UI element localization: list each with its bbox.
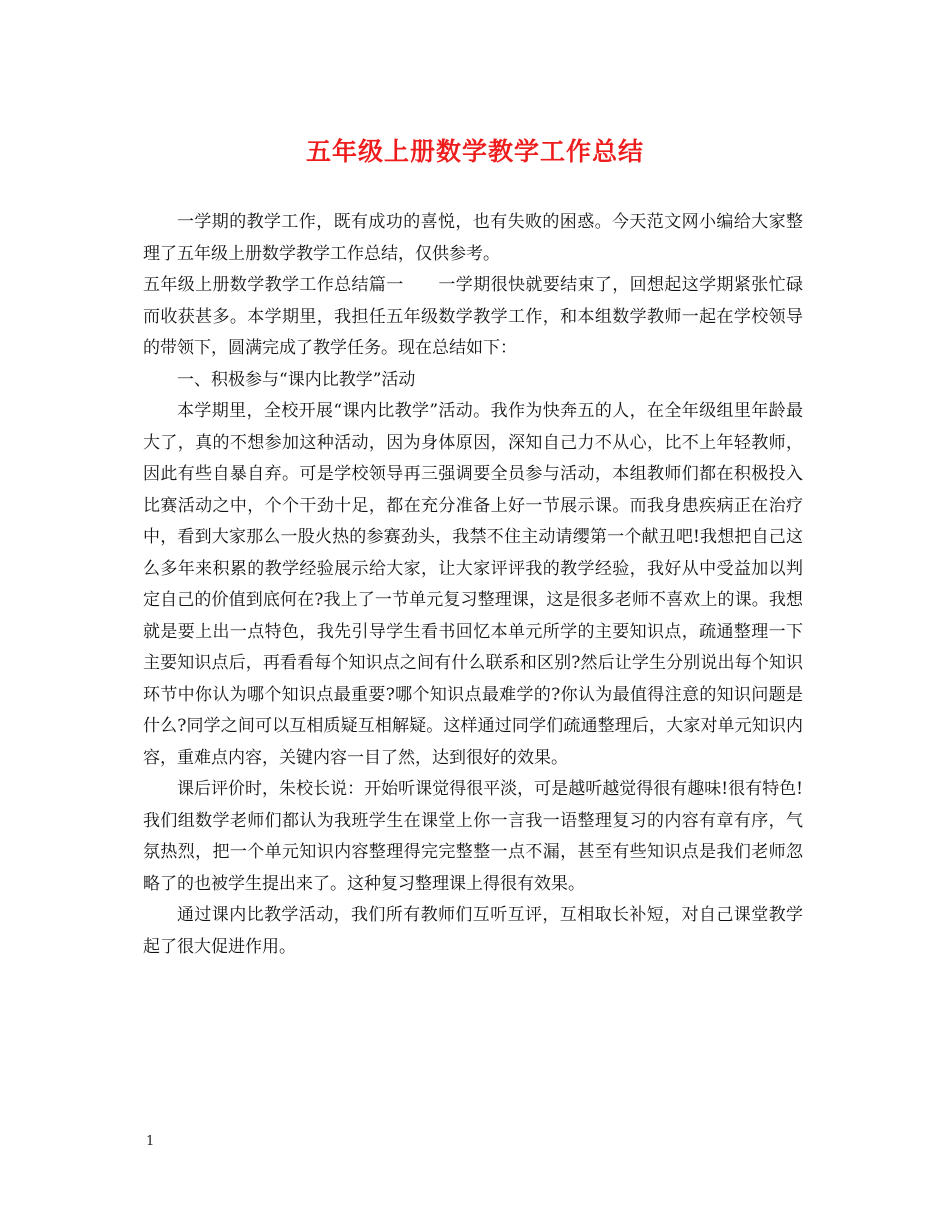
document-title: 五年级上册数学教学工作总结 bbox=[305, 137, 644, 166]
paragraph-activity: 本学期里，全校开展“课内比教学”活动。我作为快奔五的人，在全年级组里年龄最大了，真的不想参加这种活动，因为身体原因，深知自己力不从心，比不上年轻教师，因此有些自暴自弃。可是学校领导再三强调要全员参与活动，本组教师们都在积极投入比赛活动之中，个个干劲十足，都在充分准备上好一节展示课。而我身患疾病正在治疗中，看到大家那么一股火热的参赛劲头，我禁不住主动请缨第一个献丑吧!我想把自己这么多年来积累的教学经验展示给大家，让大家评评我的教学经验，我好从中受益加以判定自己的价值到底何在?我上了一节单元复习整理课，这是很多老师不喜欢上的课。我想就是要上出一点特色，我先引导学生看书回忆本单元所学的主要知识点，疏通整理一下主要知识点后，再看看每个知识点之间有什么联系和区别?然后让学生分别说出每个知识环节中你认为哪个知识点最重要?哪个知识点最难学的?你认为最值得注意的知识问题是什么?同学之间可以互相质疑互相解疑。这样通过同学们疏通整理后，大家对单元知识内容，重难点内容，关键内容一目了然，达到很好的效果。 bbox=[143, 401, 803, 768]
paragraph-intro: 一学期的教学工作，既有成功的喜悦，也有失败的困惑。今天范文网小编给大家整理了五年级上册数学教学工作总结，仅供参考。 bbox=[143, 212, 803, 264]
document-body bbox=[143, 207, 803, 963]
paragraph-conclusion: 通过课内比教学活动，我们所有教师们互听互评，互相取长补短，对自己课堂教学起了很大促进作用。 bbox=[143, 905, 803, 957]
paragraph-subheading: 一、积极参与“课内比教学”活动 bbox=[177, 369, 416, 390]
paragraph-evaluation: 课后评价时，朱校长说：开始听课觉得很平淡，可是越听越觉得很有趣味!很有特色!我们组数学老师们都认为我班学生在课堂上你一言我一语整理复习的内容有章有序，气氛热烈，把一个单元知识内容整理得完完整整一点不漏，甚至有些知识点是我们老师忽略了的也被学生提出来了。这种复习整理课上得很有效果。 bbox=[143, 779, 803, 894]
page-number: 1 bbox=[146, 1134, 155, 1149]
paragraph-section-heading: 五年级上册数学教学工作总结篇一 一学期很快就要结束了，回想起这学期紧张忙碌而收获甚多。本学期里，我担任五年级数学教学工作，和本组数学教师一起在学校领导的带领下，圆满完成了教学任务。现在总结如下： bbox=[143, 275, 803, 358]
